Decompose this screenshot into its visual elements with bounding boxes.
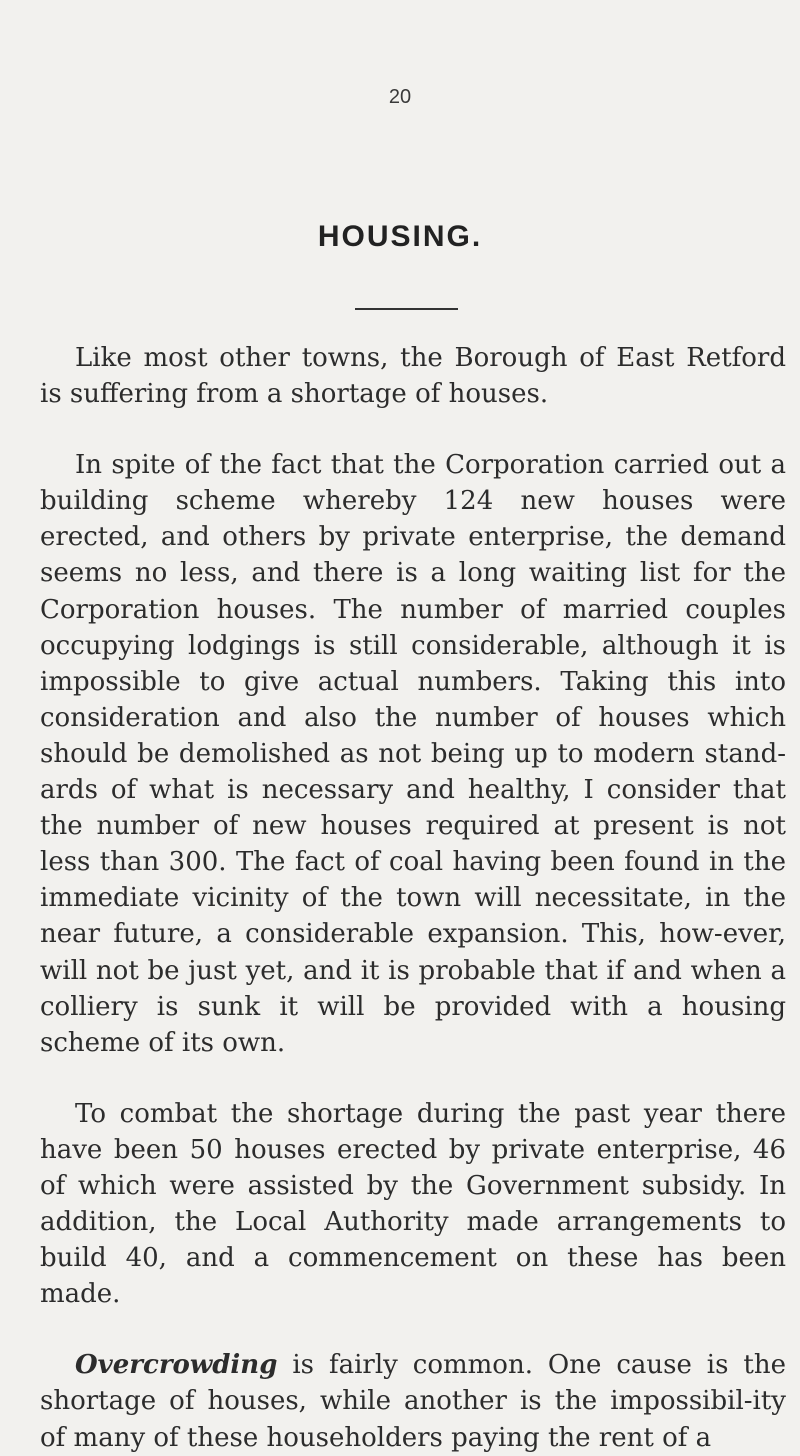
section-heading: HOUSING. <box>317 220 483 253</box>
overcrowding-text: is fairly common. One cause is the shortage of houses, while another is the impossibil-ity of many of these householders paying the rent of a <box>40 1350 786 1453</box>
paragraph-demand: In spite of the fact that the Corporation carried out a building scheme whereby 124 new houses were erected, and others by private enterprise, the demand seems no less, and there is a long waiting list for the Corporation houses. The number of married couples occupying lodgings is still considerable, although it is impossible to give actual numbers. Taking this into consideration and also the number of houses which should be demolished as not being up to modern stand-ards of what is necessary and healthy, I consider that the number of new houses required at present is not less than 300. The fact of coal having been found in the immediate vicinity of the town will necessitate, in the near future, a considerable expansion. This, how-ever, will not be just yet, and it is probable that if and when a colliery is sunk it will be provided with a housing scheme of its own. <box>40 450 786 1058</box>
body-text <box>40 340 786 1456</box>
page-number: 20 <box>388 86 412 108</box>
overcrowding-lead: Overcrowding <box>75 1350 278 1381</box>
paragraph-intro: Like most other towns, the Borough of East Retford is suffering from a shortage of houses. <box>40 343 786 410</box>
paragraph-shortage: To combat the shortage during the past year there have been 50 houses erected by private enterprise, 46 of which were assisted by the Government subsidy. In addition, the Local Authority made arrangements to build 40, and a commencement on these has been made. <box>40 1098 786 1310</box>
paragraph-overcrowding <box>40 1347 786 1455</box>
heading-divider <box>355 308 458 310</box>
